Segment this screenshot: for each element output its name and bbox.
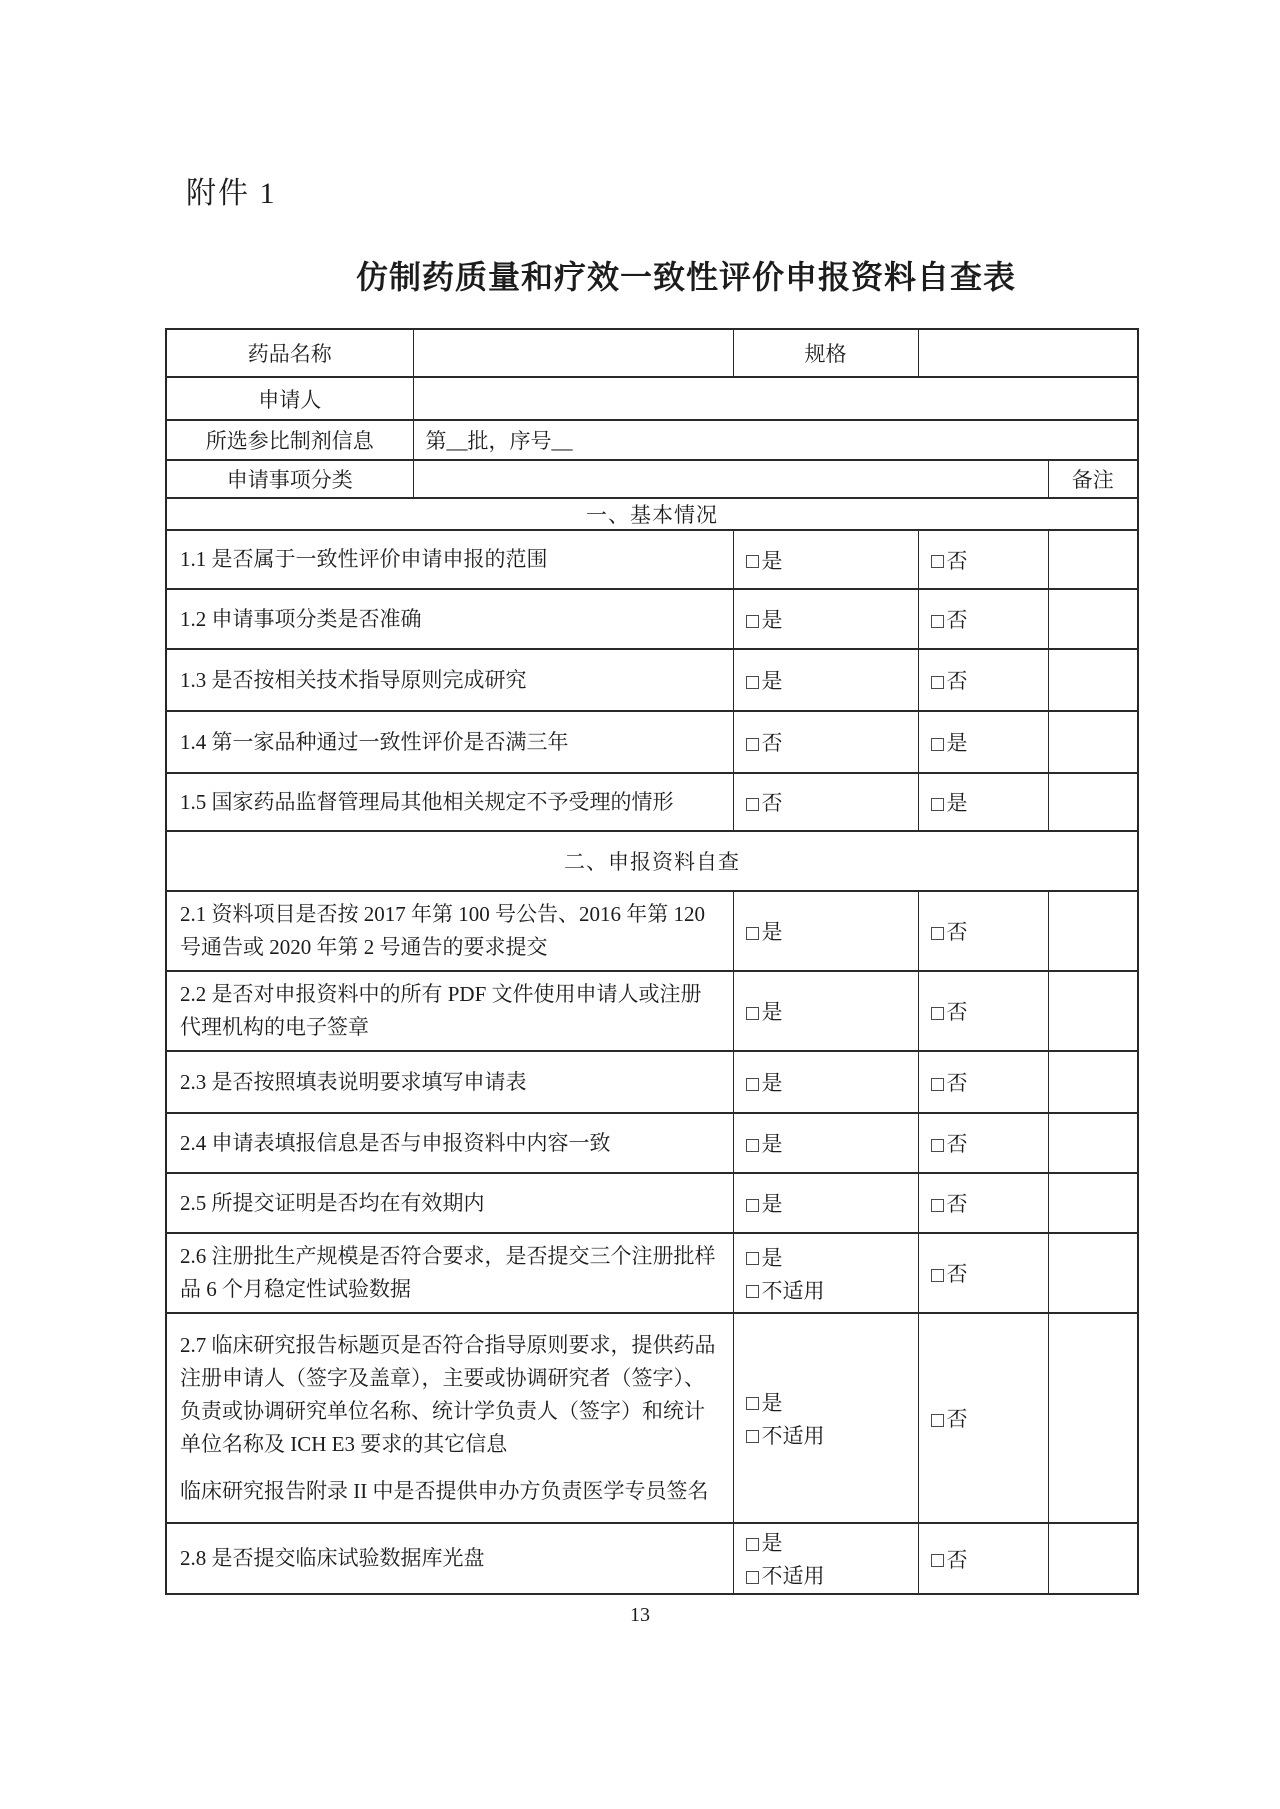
option-cell-2 (918, 891, 1048, 971)
spec-label: 规格 (733, 329, 918, 377)
question-text: 1.5 国家药品监督管理局其他相关规定不予受理的情形 (166, 773, 733, 831)
option-label: 否 (946, 1407, 968, 1431)
table-row (166, 891, 1138, 971)
remark-cell (1048, 1113, 1138, 1173)
option-label: 是 (761, 1531, 783, 1555)
option-label: 否 (946, 1192, 968, 1216)
drug-name-value (413, 329, 733, 377)
option-cell-1 (733, 1313, 918, 1523)
remark-cell (1048, 971, 1138, 1051)
table-row (166, 649, 1138, 711)
option-cell-2 (918, 1523, 1048, 1594)
option-label: 是 (761, 920, 783, 944)
option-cell-1 (733, 1523, 918, 1594)
option-label: 是 (761, 1192, 783, 1216)
table-row (166, 329, 1138, 377)
attachment-label: 附件 1 (186, 177, 277, 210)
checkbox-icon (746, 1571, 759, 1584)
table-row (166, 711, 1138, 773)
checkbox-icon (931, 738, 944, 751)
option-cell-1 (733, 1173, 918, 1233)
option-label: 是 (946, 731, 968, 755)
option-cell-2 (918, 1233, 1048, 1313)
option-label: 否 (761, 791, 783, 815)
checkbox-icon (746, 1252, 759, 1265)
question-text: 2.1 资料项目是否按 2017 年第 100 号公告、2016 年第 120 号通告或 2020 年第 2 号通告的要求提交 (166, 891, 733, 971)
option-label: 是 (761, 669, 783, 693)
option-cell-1 (733, 530, 918, 589)
option-label: 否 (946, 1000, 968, 1024)
option-label: 否 (946, 548, 968, 573)
question-text: 1.3 是否按相关技术指导原则完成研究 (166, 649, 733, 711)
option-label: 否 (946, 920, 968, 944)
remark-cell (1048, 1523, 1138, 1594)
applicant-value (413, 377, 1138, 420)
table-row (166, 1113, 1138, 1173)
checkbox-icon (931, 927, 944, 940)
remark-cell (1048, 1233, 1138, 1313)
section-header-self-check (166, 831, 1138, 891)
checkbox-icon (746, 927, 759, 940)
drug-name-label: 药品名称 (166, 329, 413, 377)
question-text-2: 临床研究报告附录 II 中是否提供申办方负责医学专员签名 (180, 1478, 709, 1503)
option-cell-1 (733, 1113, 918, 1173)
option-cell-2 (918, 1051, 1048, 1113)
option-cell-2 (918, 530, 1048, 589)
option-cell-2 (918, 773, 1048, 831)
option-cell-2 (918, 1173, 1048, 1233)
option-label: 不适用 (761, 1278, 825, 1303)
reference-value: 第__批，序号__ (413, 420, 1138, 460)
option-label: 否 (946, 1547, 968, 1572)
question-text: 2.4 申请表填报信息是否与申报资料中内容一致 (166, 1113, 733, 1173)
checkbox-icon (746, 615, 759, 628)
table-row (166, 377, 1138, 420)
option-cell-1 (733, 711, 918, 773)
checkbox-icon (931, 1007, 944, 1020)
option-cell-2 (918, 589, 1048, 649)
option-cell-1 (733, 649, 918, 711)
option-cell-2 (918, 1313, 1048, 1523)
table-row (166, 971, 1138, 1051)
option-cell-2 (918, 1113, 1048, 1173)
checkbox-icon (931, 1199, 944, 1212)
table-row (166, 1233, 1138, 1313)
checkbox-icon (931, 1139, 944, 1152)
checkbox-icon (931, 1554, 944, 1567)
section-title: 一、基本情况 (166, 498, 1138, 530)
remark-label: 备注 (1048, 460, 1138, 498)
checkbox-icon (931, 615, 944, 628)
option-label: 不适用 (761, 1423, 825, 1448)
option-label: 是 (761, 1390, 783, 1415)
checkbox-icon (746, 1199, 759, 1212)
question-text: 2.7 临床研究报告标题页是否符合指导原则要求，提供药品注册申请人（签字及盖章），主要或协调研究者（签字）、负责或协调研究单位名称、统计学负责人（签字）和统计单位名称及 ICH E3 要求的其它信息 (180, 1332, 716, 1456)
page-title: 仿制药质量和疗效一致性评价申报资料自查表 (355, 259, 1016, 295)
option-cell-1 (733, 971, 918, 1051)
checkbox-icon (746, 676, 759, 689)
option-label: 是 (761, 1245, 783, 1270)
checkbox-icon (931, 1414, 944, 1427)
reference-label: 所选参比制剂信息 (166, 420, 413, 460)
self-check-table (165, 328, 1139, 1595)
remark-cell (1048, 711, 1138, 773)
table-row (166, 420, 1138, 460)
question-text: 1.1 是否属于一致性评价申请申报的范围 (166, 530, 733, 589)
option-label: 否 (946, 608, 968, 632)
option-cell-1 (733, 891, 918, 971)
option-label: 否 (761, 731, 783, 755)
checkbox-icon (746, 1078, 759, 1091)
option-label: 否 (946, 669, 968, 693)
remark-cell (1048, 530, 1138, 589)
table-row (166, 1313, 1138, 1523)
table-row (166, 1523, 1138, 1594)
checkbox-icon (746, 1538, 759, 1551)
remark-cell (1048, 1051, 1138, 1113)
option-cell-2 (918, 711, 1048, 773)
option-cell-1 (733, 1051, 918, 1113)
option-label: 是 (761, 548, 783, 573)
section-header-basic-info (166, 498, 1138, 530)
question-text: 2.2 是否对申报资料中的所有 PDF 文件使用申请人或注册代理机构的电子签章 (166, 971, 733, 1051)
option-label: 是 (761, 1132, 783, 1156)
remark-cell (1048, 1173, 1138, 1233)
option-label: 是 (761, 1000, 783, 1024)
table-row (166, 773, 1138, 831)
section-title: 二、申报资料自查 (166, 831, 1138, 891)
remark-cell (1048, 589, 1138, 649)
option-label: 是 (761, 1071, 783, 1095)
remark-cell (1048, 649, 1138, 711)
table-row (166, 1051, 1138, 1113)
checkbox-icon (746, 738, 759, 751)
checkbox-icon (746, 555, 759, 568)
question-text: 1.2 申请事项分类是否准确 (166, 589, 733, 649)
checkbox-icon (931, 798, 944, 811)
question-text: 2.6 注册批生产规模是否符合要求，是否提交三个注册批样品 6 个月稳定性试验数据 (166, 1233, 733, 1313)
option-label: 否 (946, 1071, 968, 1095)
option-label: 否 (946, 1132, 968, 1156)
checkbox-icon (746, 1007, 759, 1020)
option-cell-1 (733, 1233, 918, 1313)
page-number: 13 (630, 1604, 650, 1626)
question-text: 2.8 是否提交临床试验数据库光盘 (166, 1523, 733, 1594)
checkbox-icon (931, 1078, 944, 1091)
table-row (166, 460, 1138, 498)
option-cell-1 (733, 773, 918, 831)
table-row (166, 1173, 1138, 1233)
applicant-label: 申请人 (166, 377, 413, 420)
checkbox-icon (746, 798, 759, 811)
question-text: 2.3 是否按照填表说明要求填写申请表 (166, 1051, 733, 1113)
question-cell (166, 1313, 733, 1523)
checkbox-icon (746, 1285, 759, 1298)
table-row (166, 530, 1138, 589)
option-cell-1 (733, 589, 918, 649)
checkbox-icon (931, 555, 944, 568)
category-label: 申请事项分类 (166, 460, 413, 498)
option-cell-2 (918, 649, 1048, 711)
remark-cell (1048, 773, 1138, 831)
option-label: 是 (761, 608, 783, 632)
option-cell-2 (918, 971, 1048, 1051)
checkbox-icon (746, 1397, 759, 1410)
remark-cell (1048, 891, 1138, 971)
option-label: 不适用 (761, 1564, 825, 1588)
question-text: 2.5 所提交证明是否均在有效期内 (166, 1173, 733, 1233)
remark-cell (1048, 1313, 1138, 1523)
spec-value (918, 329, 1138, 377)
checkbox-icon (931, 676, 944, 689)
option-label: 是 (946, 791, 968, 815)
category-value (413, 460, 1048, 498)
checkbox-icon (931, 1269, 944, 1282)
checkbox-icon (746, 1139, 759, 1152)
question-text: 1.4 第一家品种通过一致性评价是否满三年 (166, 711, 733, 773)
table-row (166, 589, 1138, 649)
checkbox-icon (746, 1430, 759, 1443)
option-label: 否 (946, 1262, 968, 1286)
